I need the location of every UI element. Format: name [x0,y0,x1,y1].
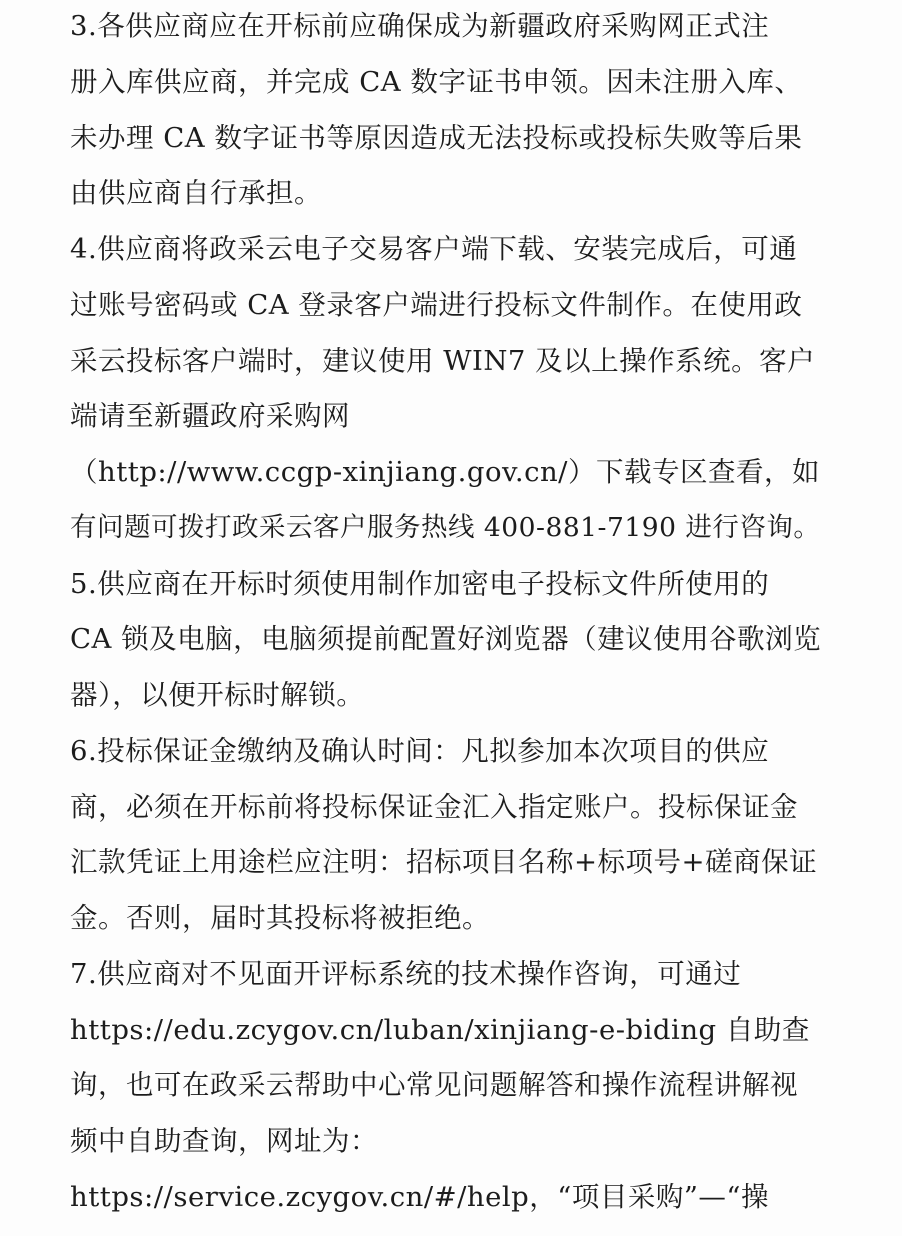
text-line: 由供应商自行承担。 [70,177,322,209]
text-line: 有问题可拨打政采云客户服务热线 400-881-7190 进行咨询。 [70,512,821,543]
text-line: 5.供应商在开标时须使用制作加密电子投标文件所使用的 [70,568,770,600]
text-line: 商，必须在开标前将投标保证金汇入指定账户。投标保证金 [70,791,798,823]
text-line: 器），以便开标时解锁。 [70,679,365,711]
text-line: 7.供应商对不见面开评标系统的技术操作咨询，可通过 [70,958,742,990]
text-line: 册入库供应商，并完成 CA 数字证书申领。因未注册入库、 [70,66,803,98]
text-line: 采云投标客户端时，建议使用 WIN7 及以上操作系统。客户 [70,345,816,377]
text-line: 端请至新疆政府采购网 [70,400,350,432]
text-line: 金。否则，届时其投标将被拒绝。 [70,902,490,934]
text-line: CA 锁及电脑，电脑须提前配置好浏览器（建议使用谷歌浏览 [70,623,822,655]
url-line: （http://www.ccgp-xinjiang.gov.cn/）下载专区查看，如 [70,456,820,488]
text-line: 4.供应商将政采云电子交易客户端下载、安装完成后，可通 [70,233,798,265]
url-line: https://edu.zcygov.cn/luban/xinjiang-e-biding 自助查 [70,1014,810,1046]
text-line: 汇款凭证上用途栏应注明：招标项目名称+标项号+磋商保证 [70,846,818,878]
text-line: 询，也可在政采云帮助中心常见问题解答和操作流程讲解视 [70,1069,798,1101]
text-line: 频中自助查询，网址为： [70,1125,378,1157]
text-line: 未办理 CA 数字证书等原因造成无法投标或投标失败等后果 [70,122,803,154]
text-line: 3.各供应商应在开标前应确保成为新疆政府采购网正式注 [70,10,770,42]
text-line: 6.投标保证金缴纳及确认时间：凡拟参加本次项目的供应 [70,735,770,767]
url-line: https://service.zcygov.cn/#/help，“项目采购”—“操 [70,1181,769,1213]
text-line: 过账号密码或 CA 登录客户端进行投标文件制作。在使用政 [70,289,803,321]
